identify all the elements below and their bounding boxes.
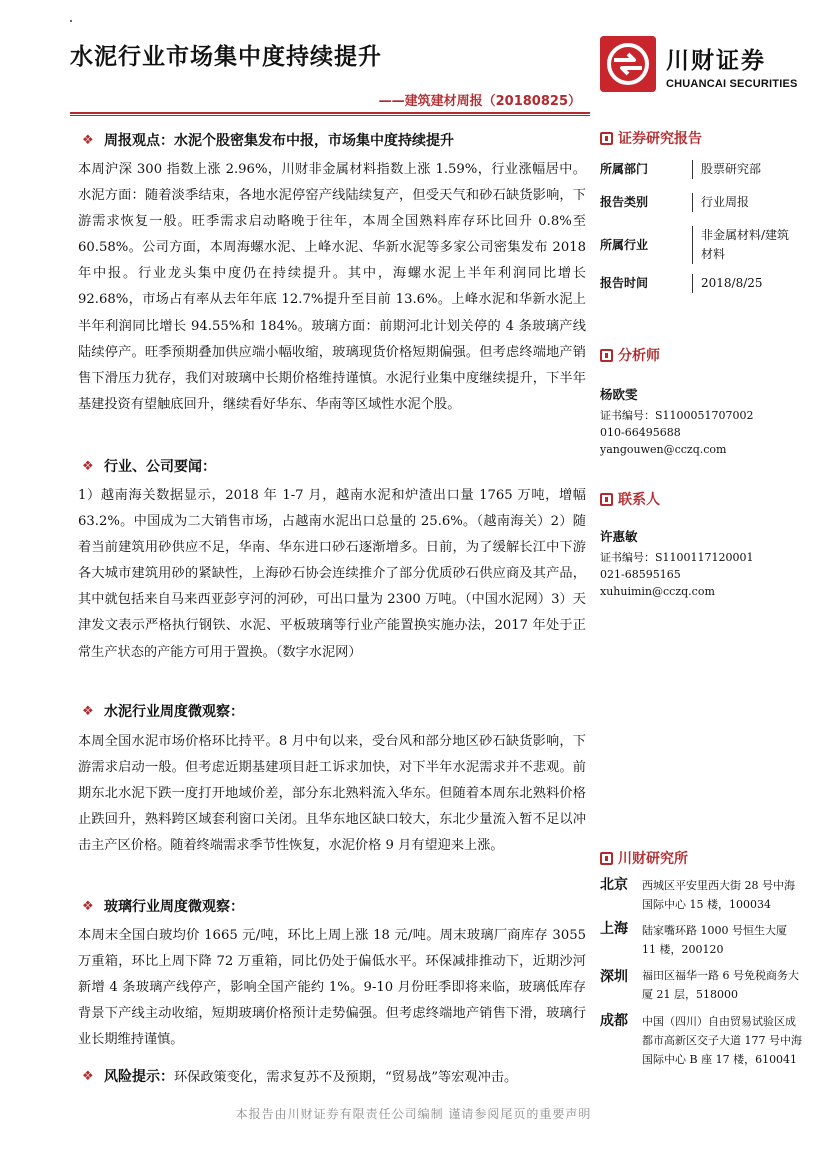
logo-mark-icon bbox=[600, 36, 656, 92]
sidebar-heading-report: 证券研究报告 bbox=[600, 128, 702, 150]
office-address: 陆家嘴环路 1000 号恒生大厦 11 楼，200120 bbox=[642, 924, 787, 956]
book-icon bbox=[600, 852, 613, 865]
section-heading-cement: ❖ 水泥行业周度微观察： bbox=[82, 704, 244, 720]
section-body-glass: 本周末全国白玻均价 1665 元/吨，环比上周上涨 18 元/吨。周末玻璃厂商库存 3055 万重箱，环比上周下降 72 万重箱，同比仍处于偏低水平。环保减排推动下，近期沙河新增 4 条玻璃产线停产，影响全国产能约 1%。9-10 月份旺季即将来临，玻璃低库存背景下产线主动收缩，短期玻璃价格预计走势偏强。但考虑终端地产销售下滑，玻璃行业长期维持谨慎。 bbox=[78, 928, 586, 1048]
office-address: 中国（四川）自由贸易试验区成都市高新区交子大道 177 号中海国际中心 B 座 17 楼，610041 bbox=[642, 1015, 802, 1066]
book-icon bbox=[600, 132, 613, 145]
section-heading-viewpoint: ❖ 周报观点：水泥个股密集发布中报，市场集中度持续提升 bbox=[82, 133, 454, 149]
analyst-cert: 证书编号：S1100051707002 bbox=[600, 409, 754, 422]
book-icon bbox=[600, 493, 613, 506]
sidebar-heading-contact: 联系人 bbox=[600, 489, 660, 511]
info-row-date: 报告时间 2018/8/25 bbox=[600, 274, 800, 294]
analyst-name: 杨欧雯 bbox=[600, 387, 638, 402]
office-city: 成都 bbox=[600, 1013, 628, 1029]
office-city: 上海 bbox=[600, 921, 628, 937]
sidebar-heading-institute: 川财研究所 bbox=[600, 848, 688, 870]
diamond-bullet-icon: ❖ bbox=[82, 704, 94, 719]
risk-heading: 风险提示： bbox=[104, 1069, 174, 1085]
diamond-bullet-icon: ❖ bbox=[82, 459, 94, 474]
sidebar-heading-analyst: 分析师 bbox=[600, 345, 660, 367]
office-city: 北京 bbox=[600, 877, 628, 893]
analyst-email[interactable]: yangouwen@cczq.com bbox=[600, 443, 727, 456]
section-body-cement: 本周全国水泥市场价格环比持平。8 月中旬以来，受台风和部分地区砂石缺货影响，下游需求启动一般。但考虑近期基建项目赶工诉求加快，对下半年水泥需求并不悲观。前期东北水泥下跌一度打开地域价差，部分东北熟料流入华东。但随着本周东北熟料价格止跌回升，熟料跨区域套利窗口关闭。且华东地区缺口较大，东北少量流入暂不足以冲击主产区价格。随着终端需求季节性恢复，水泥价格 9 月有望迎来上涨。 bbox=[78, 734, 586, 854]
contact-cert: 证书编号：S1100117120001 bbox=[600, 551, 754, 564]
analyst-phone: 010-66495688 bbox=[600, 426, 681, 439]
office-address: 福田区福华一路 6 号免税商务大厦 21 层，518000 bbox=[642, 969, 799, 1001]
analyst-card bbox=[600, 386, 754, 458]
header-rule bbox=[70, 112, 590, 114]
office-city: 深圳 bbox=[600, 969, 628, 985]
page-footer: 本报告由川财证券有限责任公司编制 谨请参阅尾页的重要声明 bbox=[235, 1107, 592, 1121]
diamond-bullet-icon: ❖ bbox=[82, 133, 94, 148]
section-body-news: 1）越南海关数据显示，2018 年 1-7 月，越南水泥和炉渣出口量 1765 万吨，增幅 63.2%。中国成为二大销售市场，占越南水泥出口总量的 25.6%。（越南海关）2）随着当前建筑用砂供应不足，华南、华东进口砂石逐渐增多。日前，为了缓解长江中下游各大城市建筑用砂的紧缺性，上海砂石协会连续推介了部分优质砂石供应商及其产品，其中就包括来自马来西亚彭亨河的河砂，可出口量为 2300 万吨。（中国水泥网）3）天津发文表示严格执行钢铁、水泥、平板玻璃等行业产能置换实施办法，2017 年处于正常生产状态的产能方可用于置换。（数字水泥网） bbox=[78, 488, 586, 660]
section-risk bbox=[78, 1064, 586, 1090]
corner-dot bbox=[70, 20, 72, 22]
logo-name-en: CHUANCAI SECURITIES bbox=[666, 78, 798, 90]
header-rule-thin bbox=[70, 115, 590, 116]
report-title: 水泥行业市场集中度持续提升 bbox=[70, 44, 382, 70]
office-address: 西城区平安里西大街 28 号中海国际中心 15 楼，100034 bbox=[642, 879, 795, 911]
report-subtitle: ——建筑建材周报（20180825） bbox=[378, 94, 581, 109]
contact-phone: 021-68595165 bbox=[600, 568, 681, 581]
info-row-industry: 所属行业 非金属材料/建筑材料 bbox=[600, 226, 800, 266]
section-heading-glass: ❖ 玻璃行业周度微观察： bbox=[82, 899, 244, 915]
section-heading-news: ❖ 行业、公司要闻： bbox=[82, 459, 216, 475]
risk-body: 环保政策变化，需求复苏不及预期，“贸易战”等宏观冲击。 bbox=[174, 1070, 518, 1085]
info-row-category: 报告类别 行业周报 bbox=[600, 193, 800, 213]
contact-card bbox=[600, 528, 754, 600]
diamond-bullet-icon: ❖ bbox=[82, 899, 94, 914]
contact-email[interactable]: xuhuimin@cczq.com bbox=[600, 585, 715, 598]
logo-name-cn: 川财证券 bbox=[666, 48, 766, 74]
company-logo bbox=[600, 36, 800, 96]
book-icon bbox=[600, 349, 613, 362]
info-row-department: 所属部门 股票研究部 bbox=[600, 160, 800, 180]
section-body-viewpoint: 本周沪深 300 指数上涨 2.96%，川财非金属材料指数上涨 1.59%，行业涨幅居中。水泥方面：随着淡季结束，各地水泥停窑产线陆续复产，但受天气和砂石缺货影响，下游需求恢复一般。旺季需求启动略晚于往年，本周全国熟料库存环比回升 0.8%至 60.58%。公司方面，本周海螺水泥、上峰水泥、华新水泥等多家公司密集发布 2018 年中报。行业龙头集中度仍在持续提升。其中，海螺水泥上半年利润同比增长 92.68%，市场占有率从去年年底 12.7%提升至目前 13.6%。上峰水泥和华新水泥上半年利润同比增长 94.55%和 184%。玻璃方面：前期河北计划关停的 4 条玻璃产线陆续停产。旺季预期叠加供应端小幅收缩，玻璃现货价格短期偏强。但考虑终端地产销售下滑压力犹存，我们对玻璃中长期价格维持谨慎。水泥行业集中度继续提升，下半年基建投资有望触底回升，继续看好华东、华南等区域性水泥个股。 bbox=[78, 162, 586, 412]
contact-name: 许惠敏 bbox=[600, 529, 638, 544]
diamond-bullet-icon: ❖ bbox=[82, 1069, 94, 1084]
